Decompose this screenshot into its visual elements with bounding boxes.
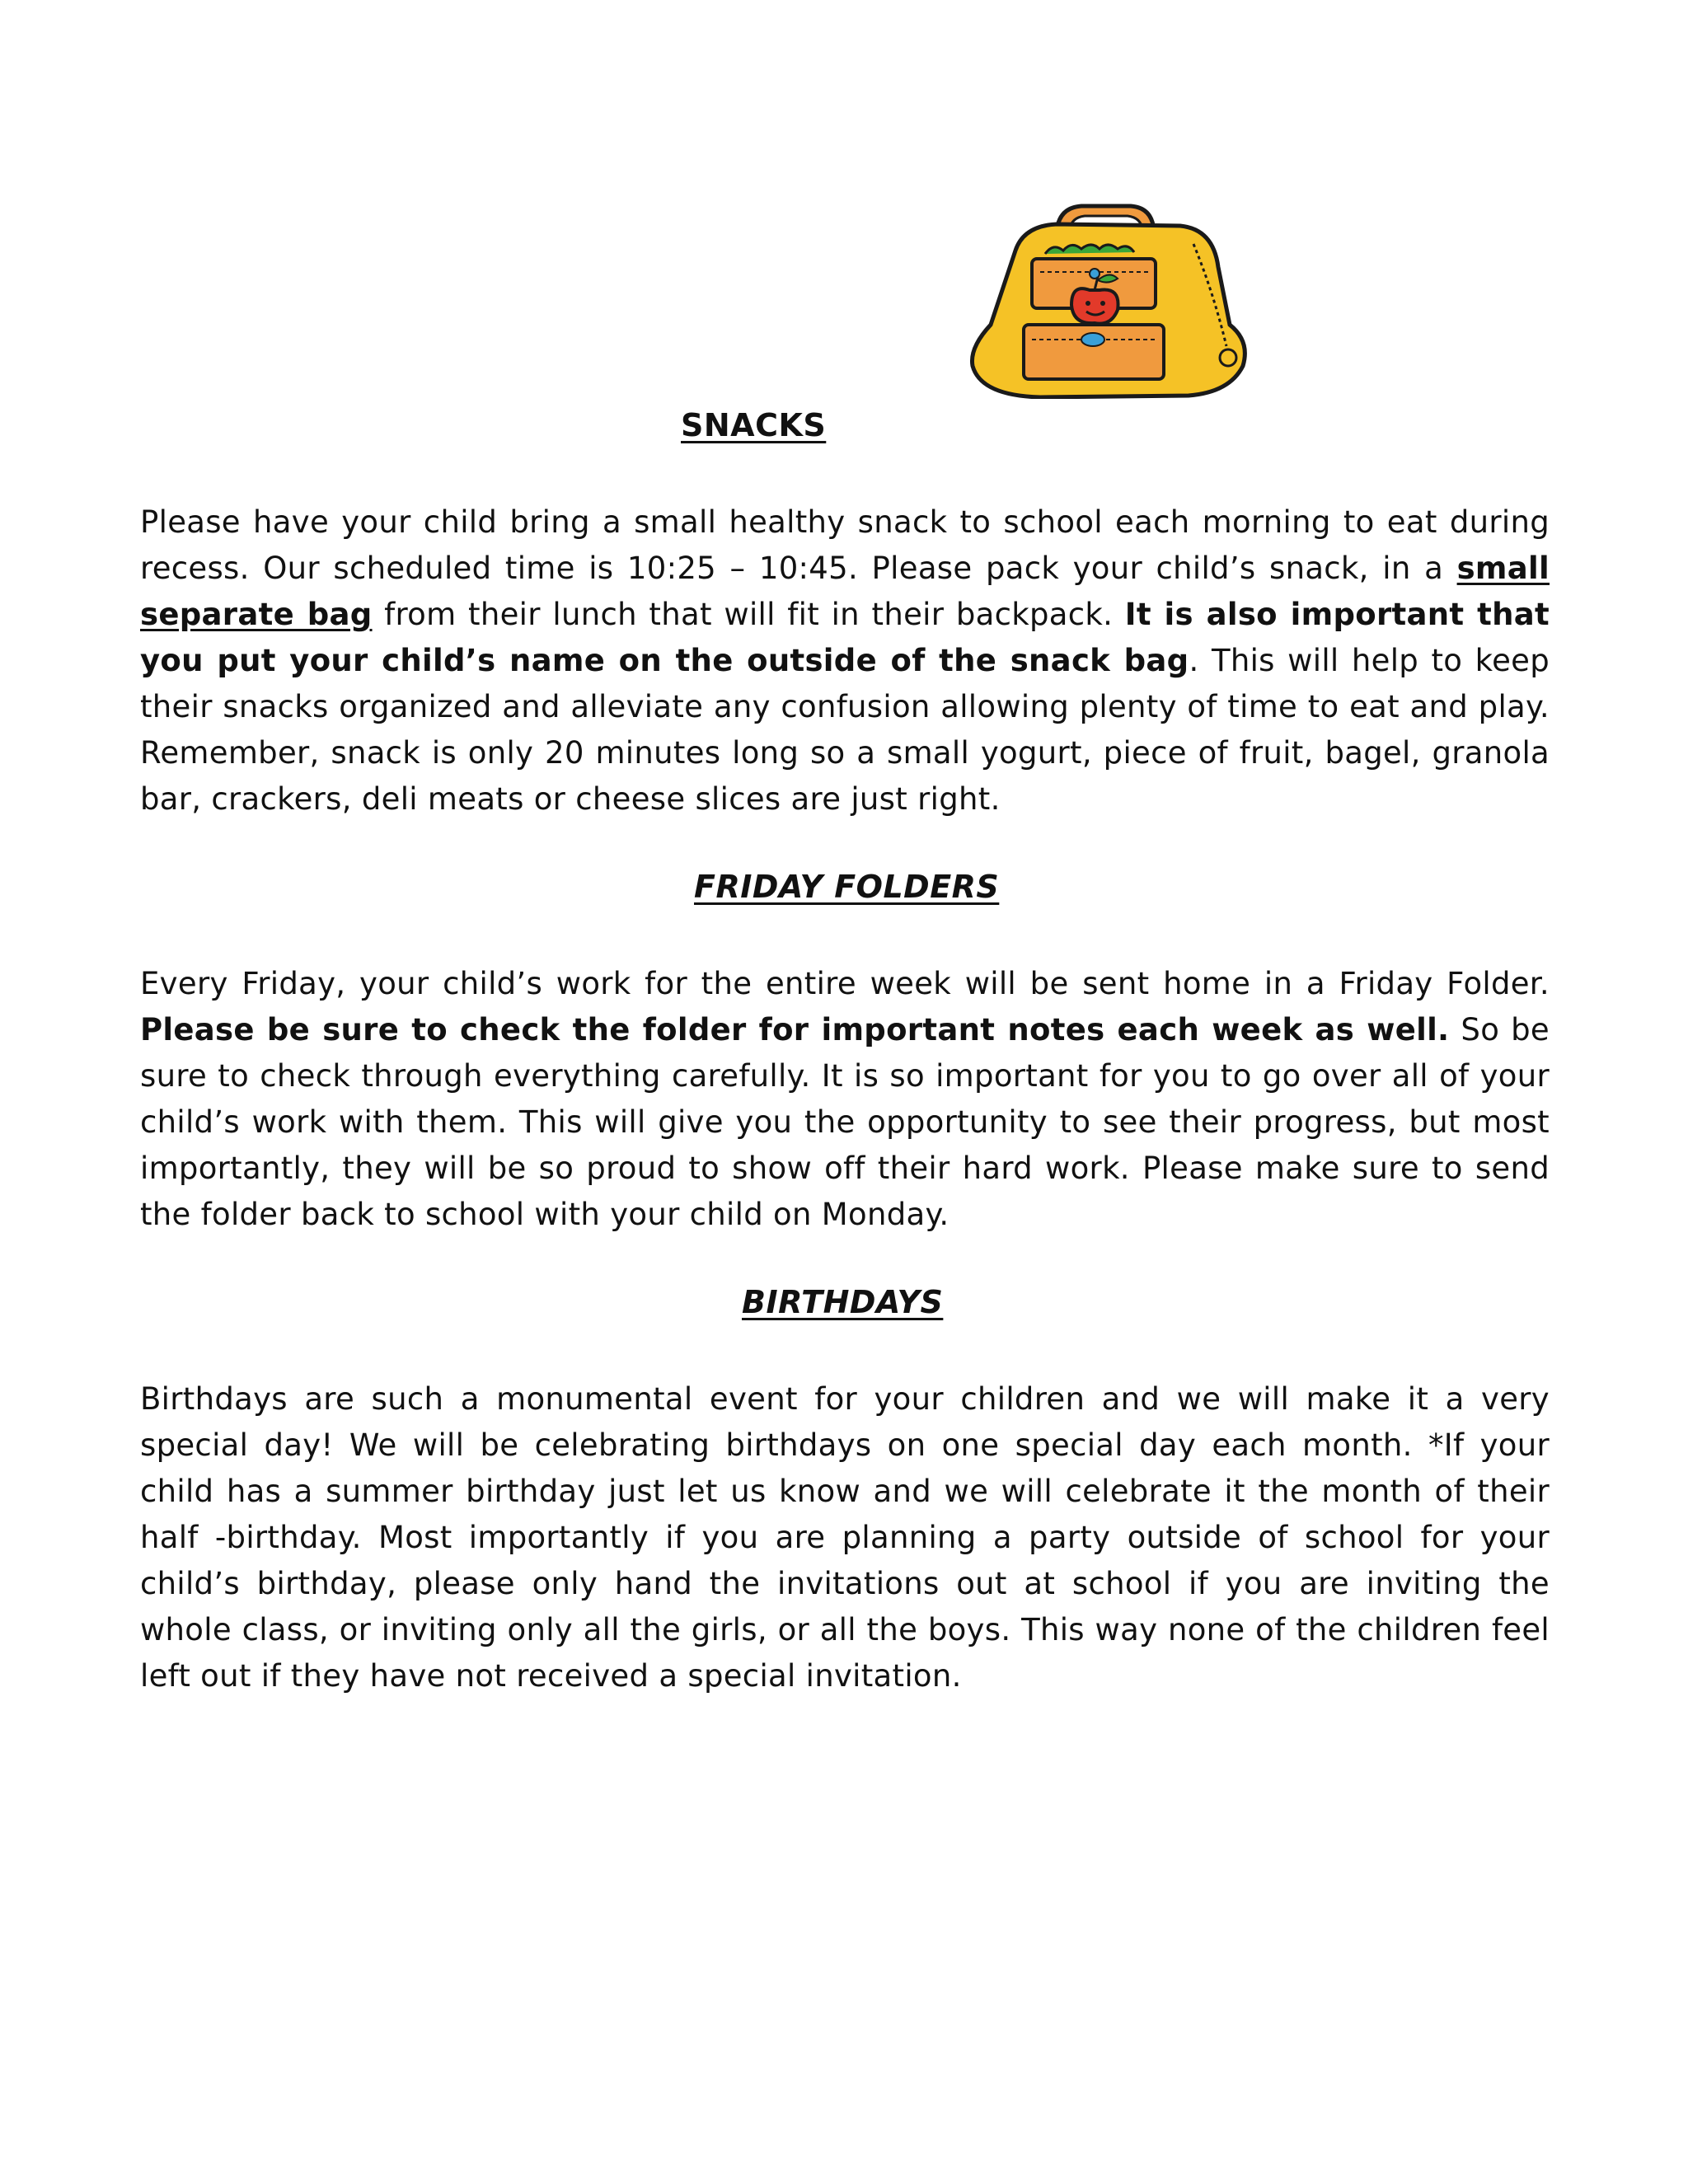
snacks-text-3: . This will help to keep their snacks organized and alleviate any confusion allowing plenty of time to eat and play. Remember, snack is only 20 minutes long so a small yogurt, piece of fruit, bagel, granola bar, crackers, deli meats or cheese slices are just right. [140,643,1550,817]
snacks-text-2: from their lunch that will fit in their backpack. [372,597,1125,632]
snacks-paragraph [140,499,1550,823]
friday-text-1: Every Friday, your child’s work for the entire week will be sent home in a Friday Folder. [140,966,1550,1001]
friday-folders-paragraph [140,961,1550,1238]
friday-emphasis-bold: Please be sure to check the folder for important notes each week as well. [140,1012,1450,1047]
friday-folders-heading: FRIDAY FOLDERS [694,869,1000,905]
birthdays-heading: BIRTHDAYS [742,1284,944,1320]
backpack-with-apple-icon [966,201,1254,399]
snacks-emphasis-underline: small separate bag [140,551,1550,632]
snacks-text-1: Please have your child bring a small healthy snack to school each morning to eat during recess. Our scheduled time is 10:25 – 10:45. Please pack your child’s snack, in a [140,504,1550,586]
friday-text-2: So be sure to check through everything carefully. It is so important for you to go over all of your child’s work with them. This will give you the opportunity to see their progress, but most importantly, they will be so proud to show off their hard work. Please make sure to send the folder back to school with your child on Monday. [140,1012,1550,1232]
birthdays-paragraph: Birthdays are such a monumental event for your children and we will make it a very special day! We will be celebrating birthdays on one special day each month. *If your child has a summer birthday just let us know and we will celebrate it the month of their half -birthday. Most importantly if you are planning a party outside of school for your child’s birthday, please only hand the invitations out at school if you are inviting the whole class, or inviting only all the girls, or all the boys. This way none of the children feel left out if they have not received a special invitation. [140,1381,1550,1694]
snacks-emphasis-bold: It is also important that you put your child’s name on the outside of the snack bag [140,597,1550,678]
snacks-heading: SNACKS [681,407,827,443]
